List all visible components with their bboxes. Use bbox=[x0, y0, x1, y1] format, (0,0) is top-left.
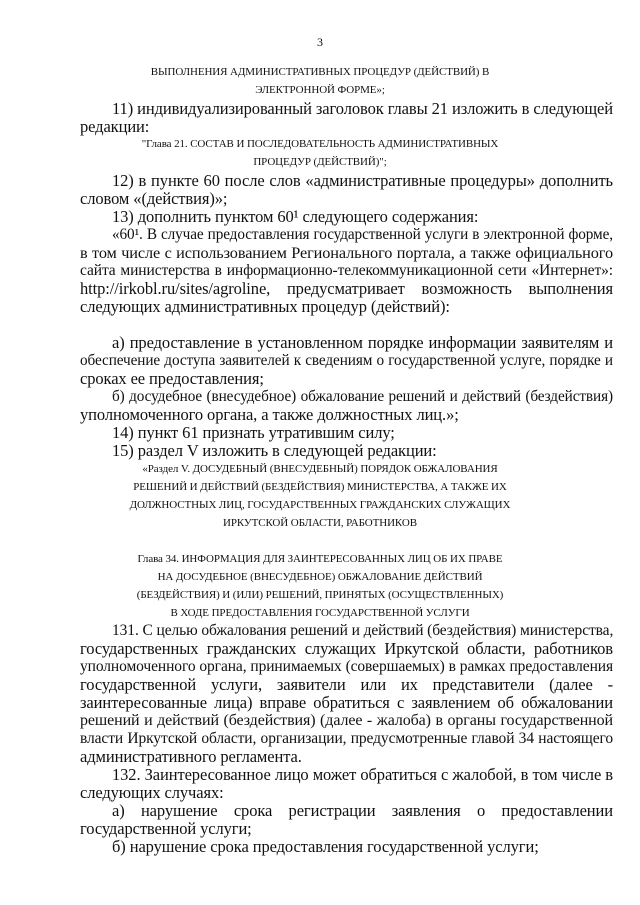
paragraph-line: следующих административных процедур (действий): bbox=[80, 297, 450, 316]
page-number: 3 bbox=[317, 35, 323, 49]
paragraph-line: 14) пункт 61 признать утратившим силу; bbox=[112, 423, 395, 442]
paragraph-line: уполномоченного органа, а также должностных лиц.»; bbox=[80, 405, 459, 424]
paragraph-line: власти Иркутской области, организации, предусмотренные главой 34 настоящего bbox=[80, 730, 613, 747]
paragraph-line: 11) индивидуализированный заголовок главы 21 изложить в следующей bbox=[112, 99, 613, 118]
paragraph-line: «60¹. В случае предоставления государственной услуги в электронной форме, bbox=[112, 226, 613, 243]
paragraph-line: 12) в пункте 60 после слов «административные процедуры» дополнить bbox=[112, 171, 613, 190]
section-heading-line: РЕШЕНИЙ И ДЕЙСТВИЙ (БЕЗДЕЙСТВИЯ) МИНИСТЕРСТВА, А ТАКЖЕ ИХ bbox=[133, 481, 507, 493]
paragraph-line: 132. Заинтересованное лицо может обратиться с жалобой, в том числе в bbox=[112, 765, 613, 784]
paragraph-line: б) досудебное (внесудебное) обжалование решений и действий (бездействия) bbox=[112, 388, 613, 405]
paragraph-line: а) предоставление в установленном порядке информации заявителям и bbox=[112, 333, 613, 352]
chapter-heading-line: НА ДОСУДЕБНОЕ (ВНЕСУДЕБНОЕ) ОБЖАЛОВАНИЕ ДЕЙСТВИЙ bbox=[157, 571, 483, 583]
paragraph-line: заинтересованные лица) вправе обратиться с заявлением об обжаловании bbox=[80, 693, 613, 712]
paragraph-line: 13) дополнить пунктом 60¹ следующего содержания: bbox=[112, 207, 479, 226]
heading-line: ПРОЦЕДУР (ДЕЙСТВИЙ)"; bbox=[253, 156, 387, 168]
paragraph-line: 131. С целью обжалования решений и действий (бездействия) министерства, bbox=[112, 622, 614, 639]
heading-line: ЭЛЕКТРОННОЙ ФОРМЕ»; bbox=[255, 84, 385, 96]
paragraph-line: государственной услуги, заявители или их представители (далее - bbox=[80, 675, 613, 694]
paragraph-line: решений и действий (бездействия) (далее - жалоба) в органы государственной bbox=[80, 712, 613, 729]
paragraph-line: б) нарушение срока предоставления государственной услуги; bbox=[112, 837, 539, 856]
section-heading-line: ДОЛЖНОСТНЫХ ЛИЦ, ГОСУДАРСТВЕННЫХ ГРАЖДАНСКИХ СЛУЖАЩИХ bbox=[129, 499, 511, 511]
paragraph-line: а) нарушение срока регистрации заявления о предоставлении bbox=[112, 801, 613, 820]
paragraph-line: в том числе с использованием Регионального портала, а также официального bbox=[80, 244, 613, 262]
chapter-heading-line: Глава 34. ИНФОРМАЦИЯ ДЛЯ ЗАИНТЕРЕСОВАННЫХ ЛИЦ ОБ ИХ ПРАВЕ bbox=[137, 553, 503, 565]
section-heading-line: ИРКУТСКОЙ ОБЛАСТИ, РАБОТНИКОВ bbox=[223, 517, 417, 529]
paragraph-line: государственных гражданских служащих Иркутской области, работников bbox=[80, 639, 613, 658]
paragraph-line: следующих случаях: bbox=[80, 783, 224, 802]
paragraph-line: уполномоченного органа, принимаемых (совершаемых) в рамках предоставления bbox=[80, 658, 613, 675]
heading-line: "Глава 21. СОСТАВ И ПОСЛЕДОВАТЕЛЬНОСТЬ АДМИНИСТРАТИВНЫХ bbox=[141, 138, 499, 150]
heading-line: ВЫПОЛНЕНИЯ АДМИНИСТРАТИВНЫХ ПРОЦЕДУР (ДЕЙСТВИЙ) В bbox=[150, 66, 490, 78]
paragraph-line: словом «(действия)»; bbox=[80, 189, 228, 208]
paragraph-line: государственной услуги; bbox=[80, 819, 252, 838]
section-heading-line: «Раздел V. ДОСУДЕБНЫЙ (ВНЕСУДЕБНЫЙ) ПОРЯДОК ОБЖАЛОВАНИЯ bbox=[142, 463, 498, 475]
paragraph-line: административного регламента. bbox=[80, 747, 302, 766]
chapter-heading-line: В ХОДЕ ПРЕДОСТАВЛЕНИЯ ГОСУДАРСТВЕННОЙ УСЛУГИ bbox=[170, 607, 470, 619]
paragraph-line: http://irkobl.ru/sites/agroline, предусматривает возможность выполнения bbox=[80, 279, 613, 298]
paragraph-line: сроках ее предоставления; bbox=[80, 369, 264, 388]
paragraph-line: 15) раздел V изложить в следующей редакции: bbox=[112, 441, 437, 460]
paragraph-line: обеспечение доступа заявителей к сведениям о государственной услуге, порядке и bbox=[80, 352, 613, 369]
paragraph-line: сайта министерства в информационно-телекоммуникационной сети «Интернет»: bbox=[80, 262, 613, 279]
paragraph-line: редакции: bbox=[80, 117, 150, 136]
chapter-heading-line: (БЕЗДЕЙСТВИЯ) И (ИЛИ) РЕШЕНИЙ, ПРИНЯТЫХ (ОСУЩЕСТВЛЕННЫХ) bbox=[136, 589, 504, 601]
